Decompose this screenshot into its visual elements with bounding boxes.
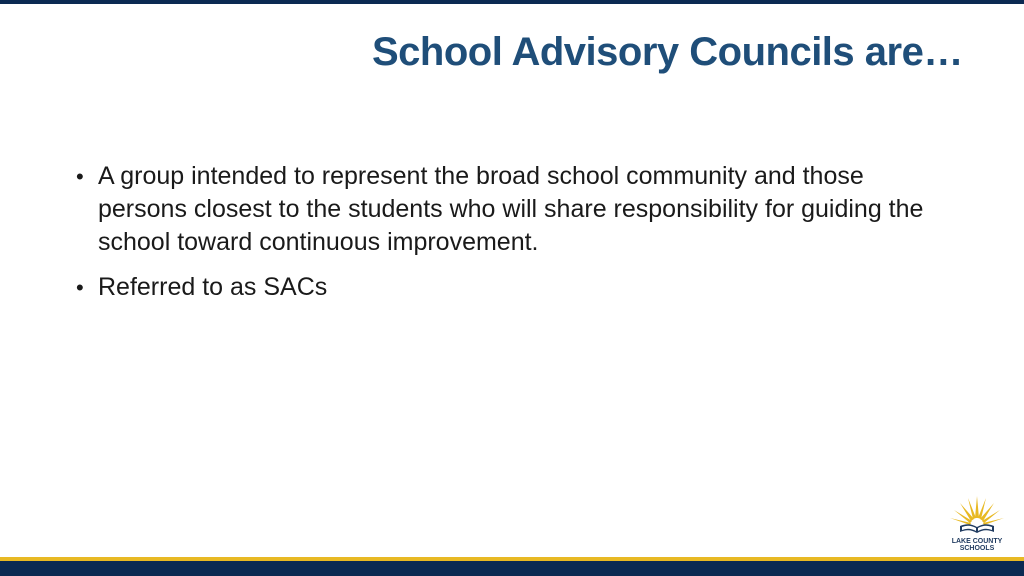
bullet-symbol: • (76, 275, 84, 300)
lake-county-schools-logo (938, 494, 1016, 554)
bullet-list (76, 160, 956, 316)
sunburst-book-icon (938, 494, 1016, 538)
bullet-item (76, 160, 956, 259)
slide-title: School Advisory Councils are… (372, 30, 963, 74)
bullet-symbol: • (76, 164, 84, 189)
bullet-text: Referred to as SACs (98, 273, 328, 301)
bullet-text: A group intended to represent the broad school community and those persons closest to the students who will share responsibility for guiding the school toward continuous improvement. (98, 162, 924, 256)
bottom-navy-bar (0, 561, 1024, 576)
logo-text: LAKE COUNTY SCHOOLS (951, 538, 1003, 552)
bullet-item (76, 271, 956, 304)
top-border-bar (0, 0, 1024, 4)
